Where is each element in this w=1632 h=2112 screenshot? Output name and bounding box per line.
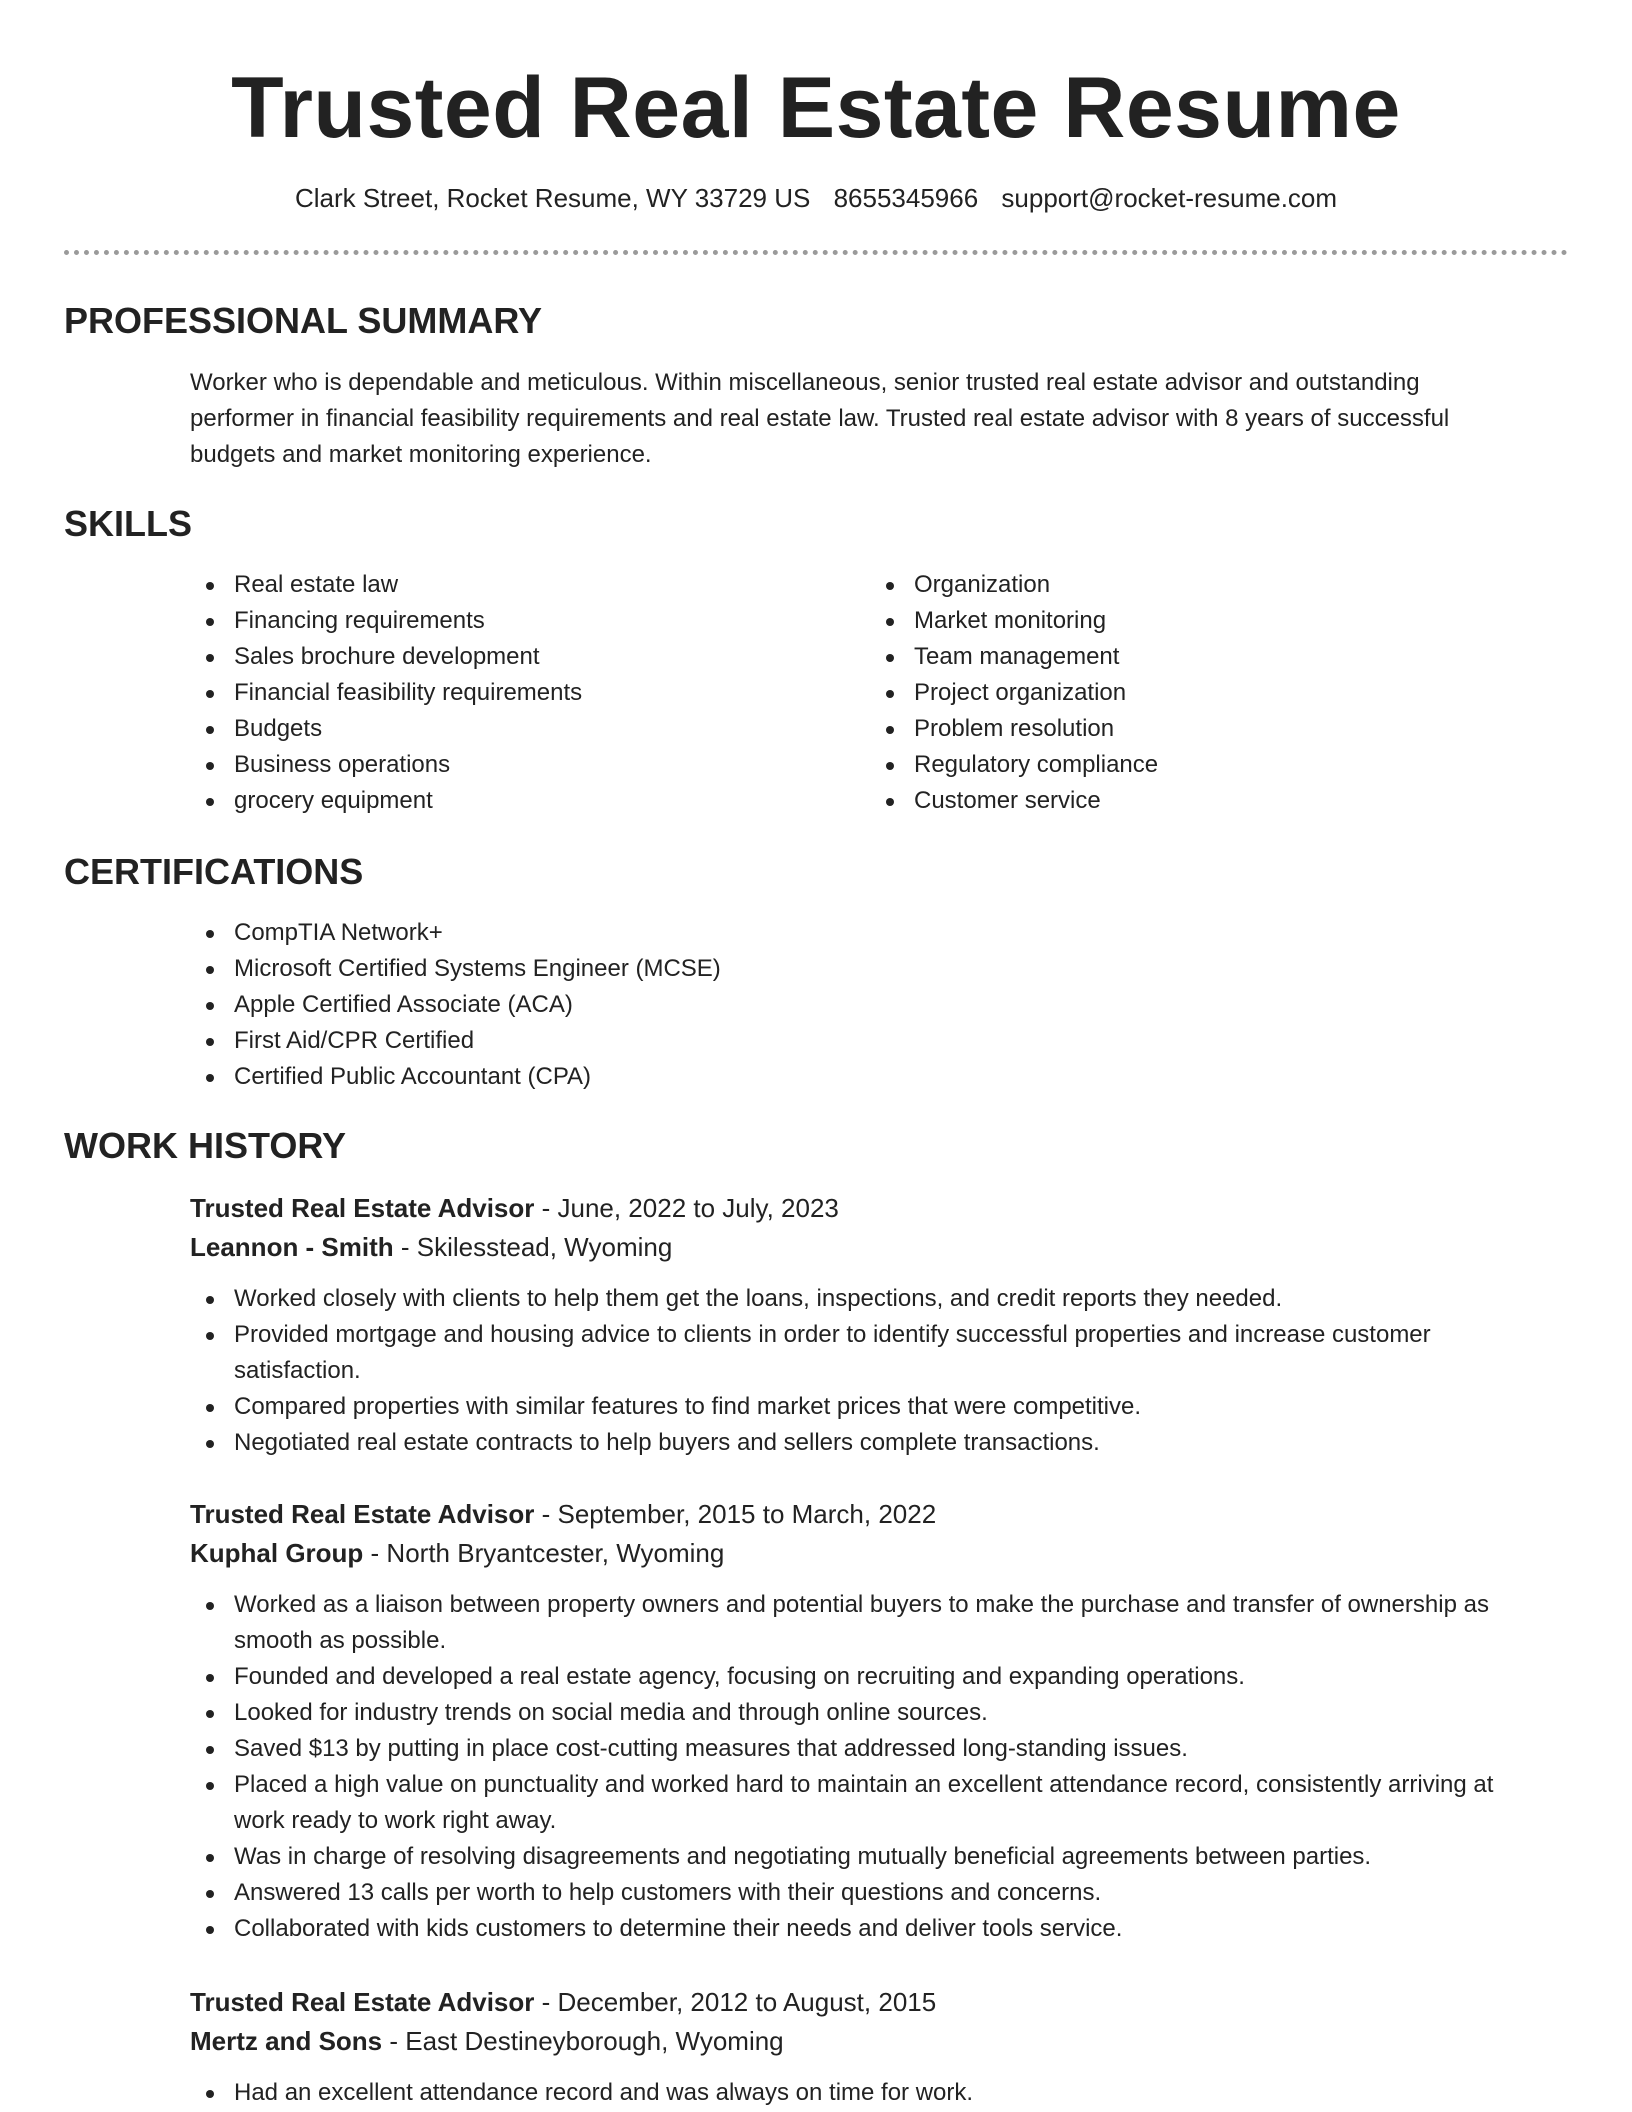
skill-item: Financing requirements <box>190 603 810 639</box>
job-company: Kuphal Group <box>190 1538 364 1568</box>
job-company-line <box>190 1228 1550 1267</box>
section-title-summary: PROFESSIONAL SUMMARY <box>64 300 543 341</box>
job-duty: Saved $13 by putting in place cost-cutting measures that addressed long-standing issues. <box>190 1731 1550 1767</box>
skill-item: Project organization <box>870 675 1490 711</box>
skill-item: Organization <box>870 567 1490 603</box>
job-duty: Had an excellent attendance record and was always on time for work. <box>190 2075 1550 2111</box>
job-title-line <box>190 1189 1550 1228</box>
job-entry <box>190 1495 1550 1947</box>
job-duty: Worked closely with clients to help them get the loans, inspections, and credit reports they needed. <box>190 1281 1550 1317</box>
skills-list-left <box>190 567 810 819</box>
contact-phone: 8655345966 <box>833 183 979 213</box>
job-company: Mertz and Sons <box>190 2026 383 2056</box>
job-location: - North Bryantcester, Wyoming <box>363 1538 725 1568</box>
skills-list-right <box>870 567 1490 819</box>
job-company-line <box>190 2022 1550 2061</box>
job-company-line <box>190 1534 1550 1573</box>
job-dates: - December, 2012 to August, 2015 <box>534 1987 937 2017</box>
skill-item: Business operations <box>190 747 810 783</box>
job-duty: Negotiated real estate contracts to help buyers and sellers complete transactions. <box>190 1425 1550 1461</box>
section-title-certifications: CERTIFICATIONS <box>64 851 364 892</box>
job-title: Trusted Real Estate Advisor <box>190 1987 535 2017</box>
skill-item: Team management <box>870 639 1490 675</box>
job-duty: Looked for industry trends on social media and through online sources. <box>190 1695 1550 1731</box>
contact-email: support@rocket-resume.com <box>1001 183 1338 213</box>
contact-address: Clark Street, Rocket Resume, WY 33729 US <box>294 183 811 213</box>
job-entry <box>190 1189 1550 1461</box>
certification-item: CompTIA Network+ <box>190 915 1390 951</box>
certifications-list <box>190 915 1390 1095</box>
job-duties-list <box>190 1587 1550 1947</box>
resume-name: Trusted Real Estate Resume <box>231 60 1401 156</box>
header-divider <box>64 250 1568 255</box>
skill-item: Regulatory compliance <box>870 747 1490 783</box>
job-duties-list <box>190 1281 1550 1461</box>
summary-text: Worker who is dependable and meticulous. Within miscellaneous, senior trusted real estate advisor and outstanding performer in financial feasibility requirements and real estate law. Trusted real estate advisor with 8 years of successful budgets and market monitoring experience. <box>190 369 1450 468</box>
section-title-skills: SKILLS <box>64 503 193 544</box>
skill-item: Real estate law <box>190 567 810 603</box>
certification-item: Apple Certified Associate (ACA) <box>190 987 1390 1023</box>
job-duty: Founded and developed a real estate agency, focusing on recruiting and expanding operations. <box>190 1659 1550 1695</box>
skill-item: Market monitoring <box>870 603 1490 639</box>
job-dates: - September, 2015 to March, 2022 <box>534 1499 937 1529</box>
contact-line <box>0 180 1632 216</box>
skill-item: Problem resolution <box>870 711 1490 747</box>
skill-item: Budgets <box>190 711 810 747</box>
certification-item: First Aid/CPR Certified <box>190 1023 1390 1059</box>
job-duties-list <box>190 2075 1550 2111</box>
job-location: - Skilesstead, Wyoming <box>393 1232 673 1262</box>
certification-item: Microsoft Certified Systems Engineer (MCSE) <box>190 951 1390 987</box>
job-duty: Was in charge of resolving disagreements and negotiating mutually beneficial agreements between parties. <box>190 1839 1550 1875</box>
job-dates: - June, 2022 to July, 2023 <box>534 1193 839 1223</box>
certification-item: Certified Public Accountant (CPA) <box>190 1059 1390 1095</box>
job-duty: Worked as a liaison between property owners and potential buyers to make the purchase and transfer of ownership as smooth as possible. <box>190 1587 1550 1659</box>
skill-item: grocery equipment <box>190 783 810 819</box>
job-duty: Answered 13 calls per worth to help customers with their questions and concerns. <box>190 1875 1550 1911</box>
job-title-line <box>190 1983 1550 2022</box>
job-duty: Provided mortgage and housing advice to clients in order to identify successful properties and increase customer satisfaction. <box>190 1317 1550 1389</box>
job-title: Trusted Real Estate Advisor <box>190 1499 535 1529</box>
skill-item: Customer service <box>870 783 1490 819</box>
job-title-line <box>190 1495 1550 1534</box>
section-title-work-history: WORK HISTORY <box>64 1125 347 1166</box>
job-entry <box>190 1983 1550 2111</box>
job-duty: Placed a high value on punctuality and worked hard to maintain an excellent attendance record, consistently arriving at work ready to work right away. <box>190 1767 1550 1839</box>
job-duty: Collaborated with kids customers to determine their needs and deliver tools service. <box>190 1911 1550 1947</box>
skill-item: Sales brochure development <box>190 639 810 675</box>
job-duty: Compared properties with similar features to find market prices that were competitive. <box>190 1389 1550 1425</box>
skill-item: Financial feasibility requirements <box>190 675 810 711</box>
job-company: Leannon - Smith <box>190 1232 394 1262</box>
job-location: - East Destineyborough, Wyoming <box>382 2026 784 2056</box>
job-title: Trusted Real Estate Advisor <box>190 1193 535 1223</box>
